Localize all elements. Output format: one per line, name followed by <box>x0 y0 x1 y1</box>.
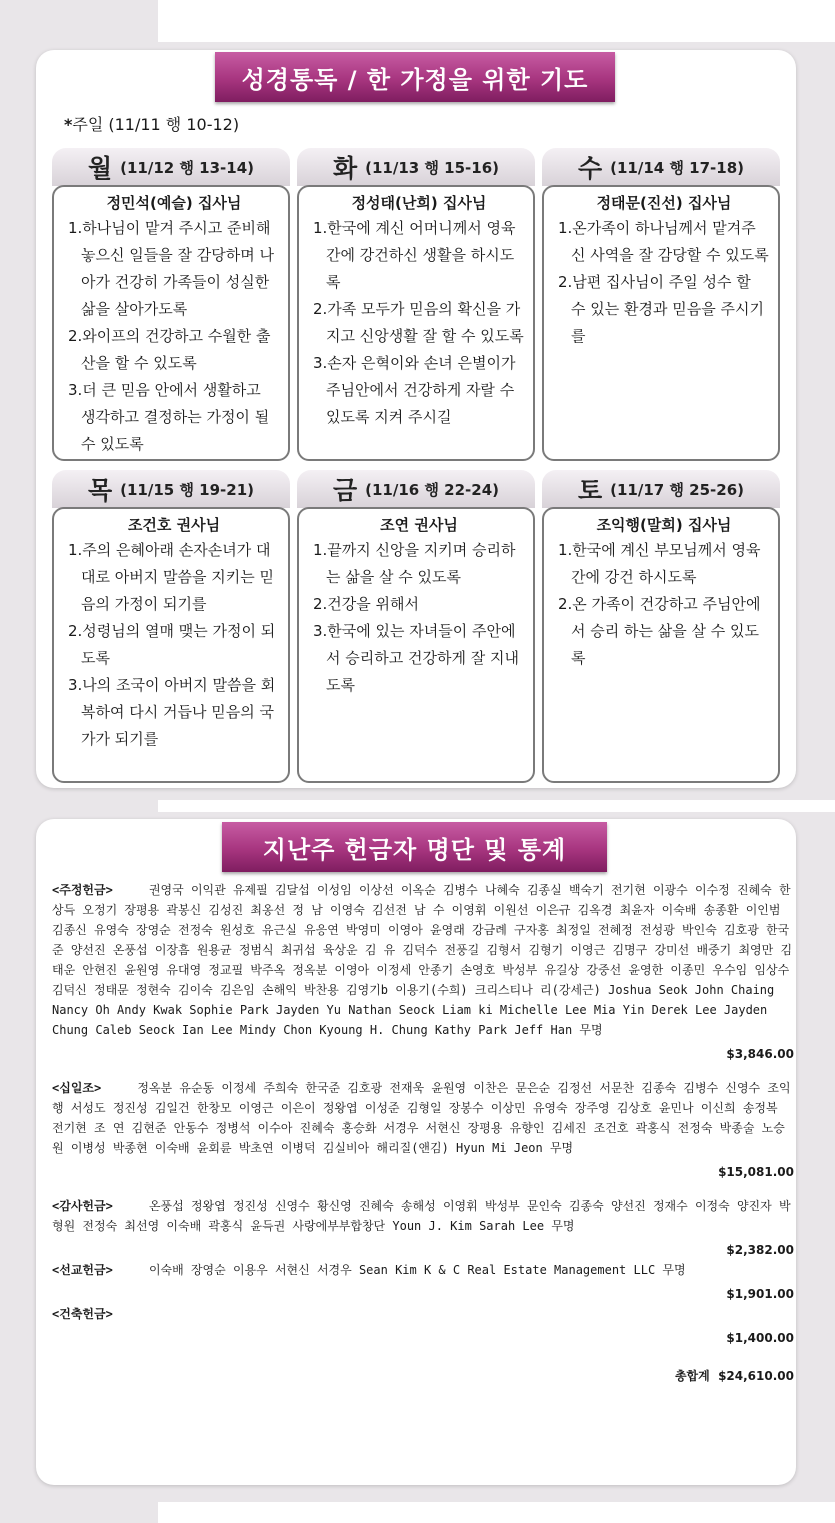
prayer-item: 2.가족 모두가 믿음의 확신을 가지고 신앙생활 잘 할 수 있도록 <box>313 300 524 345</box>
family-name: 조익행(말희) 집사님 <box>596 516 732 534</box>
prayer-item: 1.주의 은혜아래 손자손녀가 대대로 아버지 말씀을 지키는 믿음의 가정이 되기를 <box>68 541 274 613</box>
family-name: 정태문(진선) 집사님 <box>596 194 732 212</box>
day-tab-wednesday <box>542 148 780 186</box>
prayer-list <box>558 215 770 350</box>
prayer-list <box>68 215 280 458</box>
prayer-item: 1.온가족이 하나님께서 맡겨주신 사역을 잘 감당할 수 있도록 <box>558 219 769 264</box>
prayer-card-tuesday <box>297 185 535 461</box>
day-tab-thursday <box>52 470 290 508</box>
day-name: 토 <box>577 476 603 505</box>
day-reading: (11/16 행 22-24) <box>365 480 499 499</box>
offering-names: 이숙배 장영순 이용우 서현신 서경우 Sean Kim K & C Real Estate Management LLC 무명 <box>148 1263 686 1277</box>
total-label: 총합계 <box>674 1369 710 1383</box>
offering-names: 정옥분 유순동 이정세 주희숙 한국준 김호광 전재욱 윤원영 이찬은 문은순 김정선 서문찬 김종숙 김병수 신영수 조익행 서성도 정진성 김일건 한창모 이영근 이은이 정왕엽 이성준 김형일 장봉수 이상민 유영숙 장주영 김상호 윤민나 이신희 송정복 전기현 조 연 김현준 안동수 정병석 이수아 진혜숙 홍승화 서경우 서현신 장평용 유향인 김세진 조건호 곽홍식 전정숙 박종술 노승원 이병성 박종현 이숙배 윤회륜 박초연 이병덕 김실비아 해리질(앤김) Hyun Mi Jeon 무명 <box>52 1081 791 1155</box>
offering-amount: $2,382.00 <box>726 1243 794 1257</box>
offering-section-title: 지난주 헌금자 명단 및 통계 <box>222 822 607 872</box>
total-amount: $24,610.00 <box>718 1369 794 1383</box>
offering-category: <감사헌금> <box>52 1199 113 1213</box>
offering-group-tithe <box>52 1078 794 1182</box>
prayer-item: 1.끝까지 신앙을 지키며 승리하는 삶을 살 수 있도록 <box>313 541 516 586</box>
prayer-list <box>68 537 280 753</box>
day-tab-saturday <box>542 470 780 508</box>
family-name: 정민석(예슬) 집사님 <box>106 194 242 212</box>
offering-category: <주정헌금> <box>52 883 113 897</box>
prayer-card-monday <box>52 185 290 461</box>
prayer-list <box>313 215 525 431</box>
day-name: 수 <box>577 154 603 183</box>
offering-category: <선교헌금> <box>52 1263 113 1277</box>
prayer-section-title: 성경통독 / 한 가정을 위한 기도 <box>215 52 615 102</box>
prayer-card-friday <box>297 507 535 783</box>
prayer-item: 3.손자 은혁이와 손녀 은별이가 주님안에서 건강하게 자랄 수 있도록 지켜 주시길 <box>313 354 516 426</box>
offering-group-jujeong <box>52 880 794 1064</box>
sunday-reading <box>64 112 239 135</box>
prayer-card-wednesday <box>542 185 780 461</box>
sunday-reading-text: 주일 (11/11 행 10-12) <box>72 115 240 134</box>
prayer-item: 2.온 가족이 건강하고 주님안에서 승리 하는 삶을 살 수 있도록 <box>558 595 761 667</box>
day-reading: (11/13 행 15-16) <box>365 158 499 177</box>
family-name: 정성태(난희) 집사님 <box>351 194 487 212</box>
offering-total <box>52 1366 794 1386</box>
prayer-list <box>313 537 525 699</box>
prayer-item: 2.남편 집사님이 주일 성수 할 수 있는 환경과 믿음을 주시기를 <box>558 273 764 345</box>
day-name: 화 <box>332 154 358 183</box>
offering-group-building <box>52 1304 794 1348</box>
day-tab-tuesday <box>297 148 535 186</box>
prayer-card-saturday <box>542 507 780 783</box>
prayer-item: 1.한국에 계신 부모님께서 영육간에 강건 하시도록 <box>558 541 761 586</box>
prayer-item: 2.성령님의 열매 맺는 가정이 되도록 <box>68 622 276 667</box>
prayer-item: 3.한국에 있는 자녀들이 주안에서 승리하고 건강하게 잘 지내도록 <box>313 622 519 694</box>
prayer-item: 1.하나님이 맡겨 주시고 준비해 놓으신 일들을 잘 감당하며 나아가 건강히 가족들이 성실한 삶을 살아가도록 <box>68 219 274 318</box>
offering-amount: $1,901.00 <box>726 1287 794 1301</box>
day-name: 금 <box>332 476 358 505</box>
offering-names: 권영국 이익관 유제필 김달섭 이성임 이상선 이옥순 김병수 나혜숙 김종실 백숙기 전기현 이광수 이수정 진혜숙 한상득 오정기 장평용 곽봉신 김성진 최옹선 정 남 이영숙 김선전 남 수 이영휘 이원선 이은규 김옥경 최윤자 이숙배 송종환 이인범 김종신 유영숙 장영순 전정숙 원성호 유근실 유응연 박영미 이영아 윤영래 강금례 구자홍 최정일 전혜정 전성광 박인숙 김호광 한국준 양선진 온풍섭 이장흠 원용균 정범식 최귀섭 육상운 김 유 김덕수 전풍길 김형서 김형기 이영근 김명구 강미선 배중기 최영만 김태운 안현진 윤원영 유대영 정교필 박주옥 정옥분 이영아 이정세 안종기 손영호 박성부 유길상 강중선 윤영한 이종민 우수임 임상수 김덕신 정태문 정현숙 김이숙 김은임 손해익 박찬용 김영기b 이용기(수희) 크리스티나 리(강세근) Joshua Seok John Chaing Nancy Oh Andy Kwak Sophie Park Jayden Yu Nathan Seock Liam ki Michelle Lee Mia Yin Derek Lee Jayden Chung Caleb Seock Ian Lee Mindy Chon Kyoung H. Chung Kathy Park Jeff Han 무명 <box>52 883 793 1037</box>
day-reading: (11/15 행 19-21) <box>120 480 254 499</box>
family-name: 조건호 권사님 <box>127 516 221 534</box>
offering-amount: $15,081.00 <box>718 1165 794 1179</box>
offering-category: <십일조> <box>52 1081 102 1095</box>
sunday-star: * <box>64 115 73 134</box>
family-name: 조연 권사님 <box>380 516 458 534</box>
offering-group-thanks <box>52 1196 794 1260</box>
day-name: 월 <box>87 154 113 183</box>
prayer-item: 1.한국에 계신 어머니께서 영육간에 강건하신 생활을 하시도록 <box>313 219 516 291</box>
prayer-card-thursday <box>52 507 290 783</box>
day-tab-monday <box>52 148 290 186</box>
prayer-item: 2.건강을 위해서 <box>313 595 420 613</box>
prayer-item: 3.더 큰 믿음 안에서 생활하고 생각하고 결정하는 가정이 될 수 있도록 <box>68 381 270 453</box>
offering-list <box>52 880 794 1386</box>
day-tab-friday <box>297 470 535 508</box>
offering-names: 온풍섭 정왕엽 정진성 신영수 황신영 진혜숙 송해성 이영휘 박성부 문인숙 김종숙 양선진 정재수 이정숙 양진자 박형원 전정숙 최선영 이숙배 곽홍식 윤득권 사랑에부부합창단 Youn J. Kim Sarah Lee 무명 <box>52 1199 791 1233</box>
prayer-item: 3.나의 조국이 아버지 말씀을 회복하여 다시 거듭나 믿음의 국가가 되기를 <box>68 676 276 748</box>
day-reading: (11/14 행 17-18) <box>610 158 744 177</box>
day-reading: (11/12 행 13-14) <box>120 158 254 177</box>
prayer-list <box>558 537 770 672</box>
prayer-item: 2.와이프의 건강하고 수월한 출산을 할 수 있도록 <box>68 327 271 372</box>
offering-amount: $3,846.00 <box>726 1047 794 1061</box>
offering-amount: $1,400.00 <box>726 1331 794 1345</box>
day-reading: (11/17 행 25-26) <box>610 480 744 499</box>
offering-group-mission <box>52 1260 794 1304</box>
offering-category: <건축헌금> <box>52 1307 113 1321</box>
day-name: 목 <box>87 476 113 505</box>
